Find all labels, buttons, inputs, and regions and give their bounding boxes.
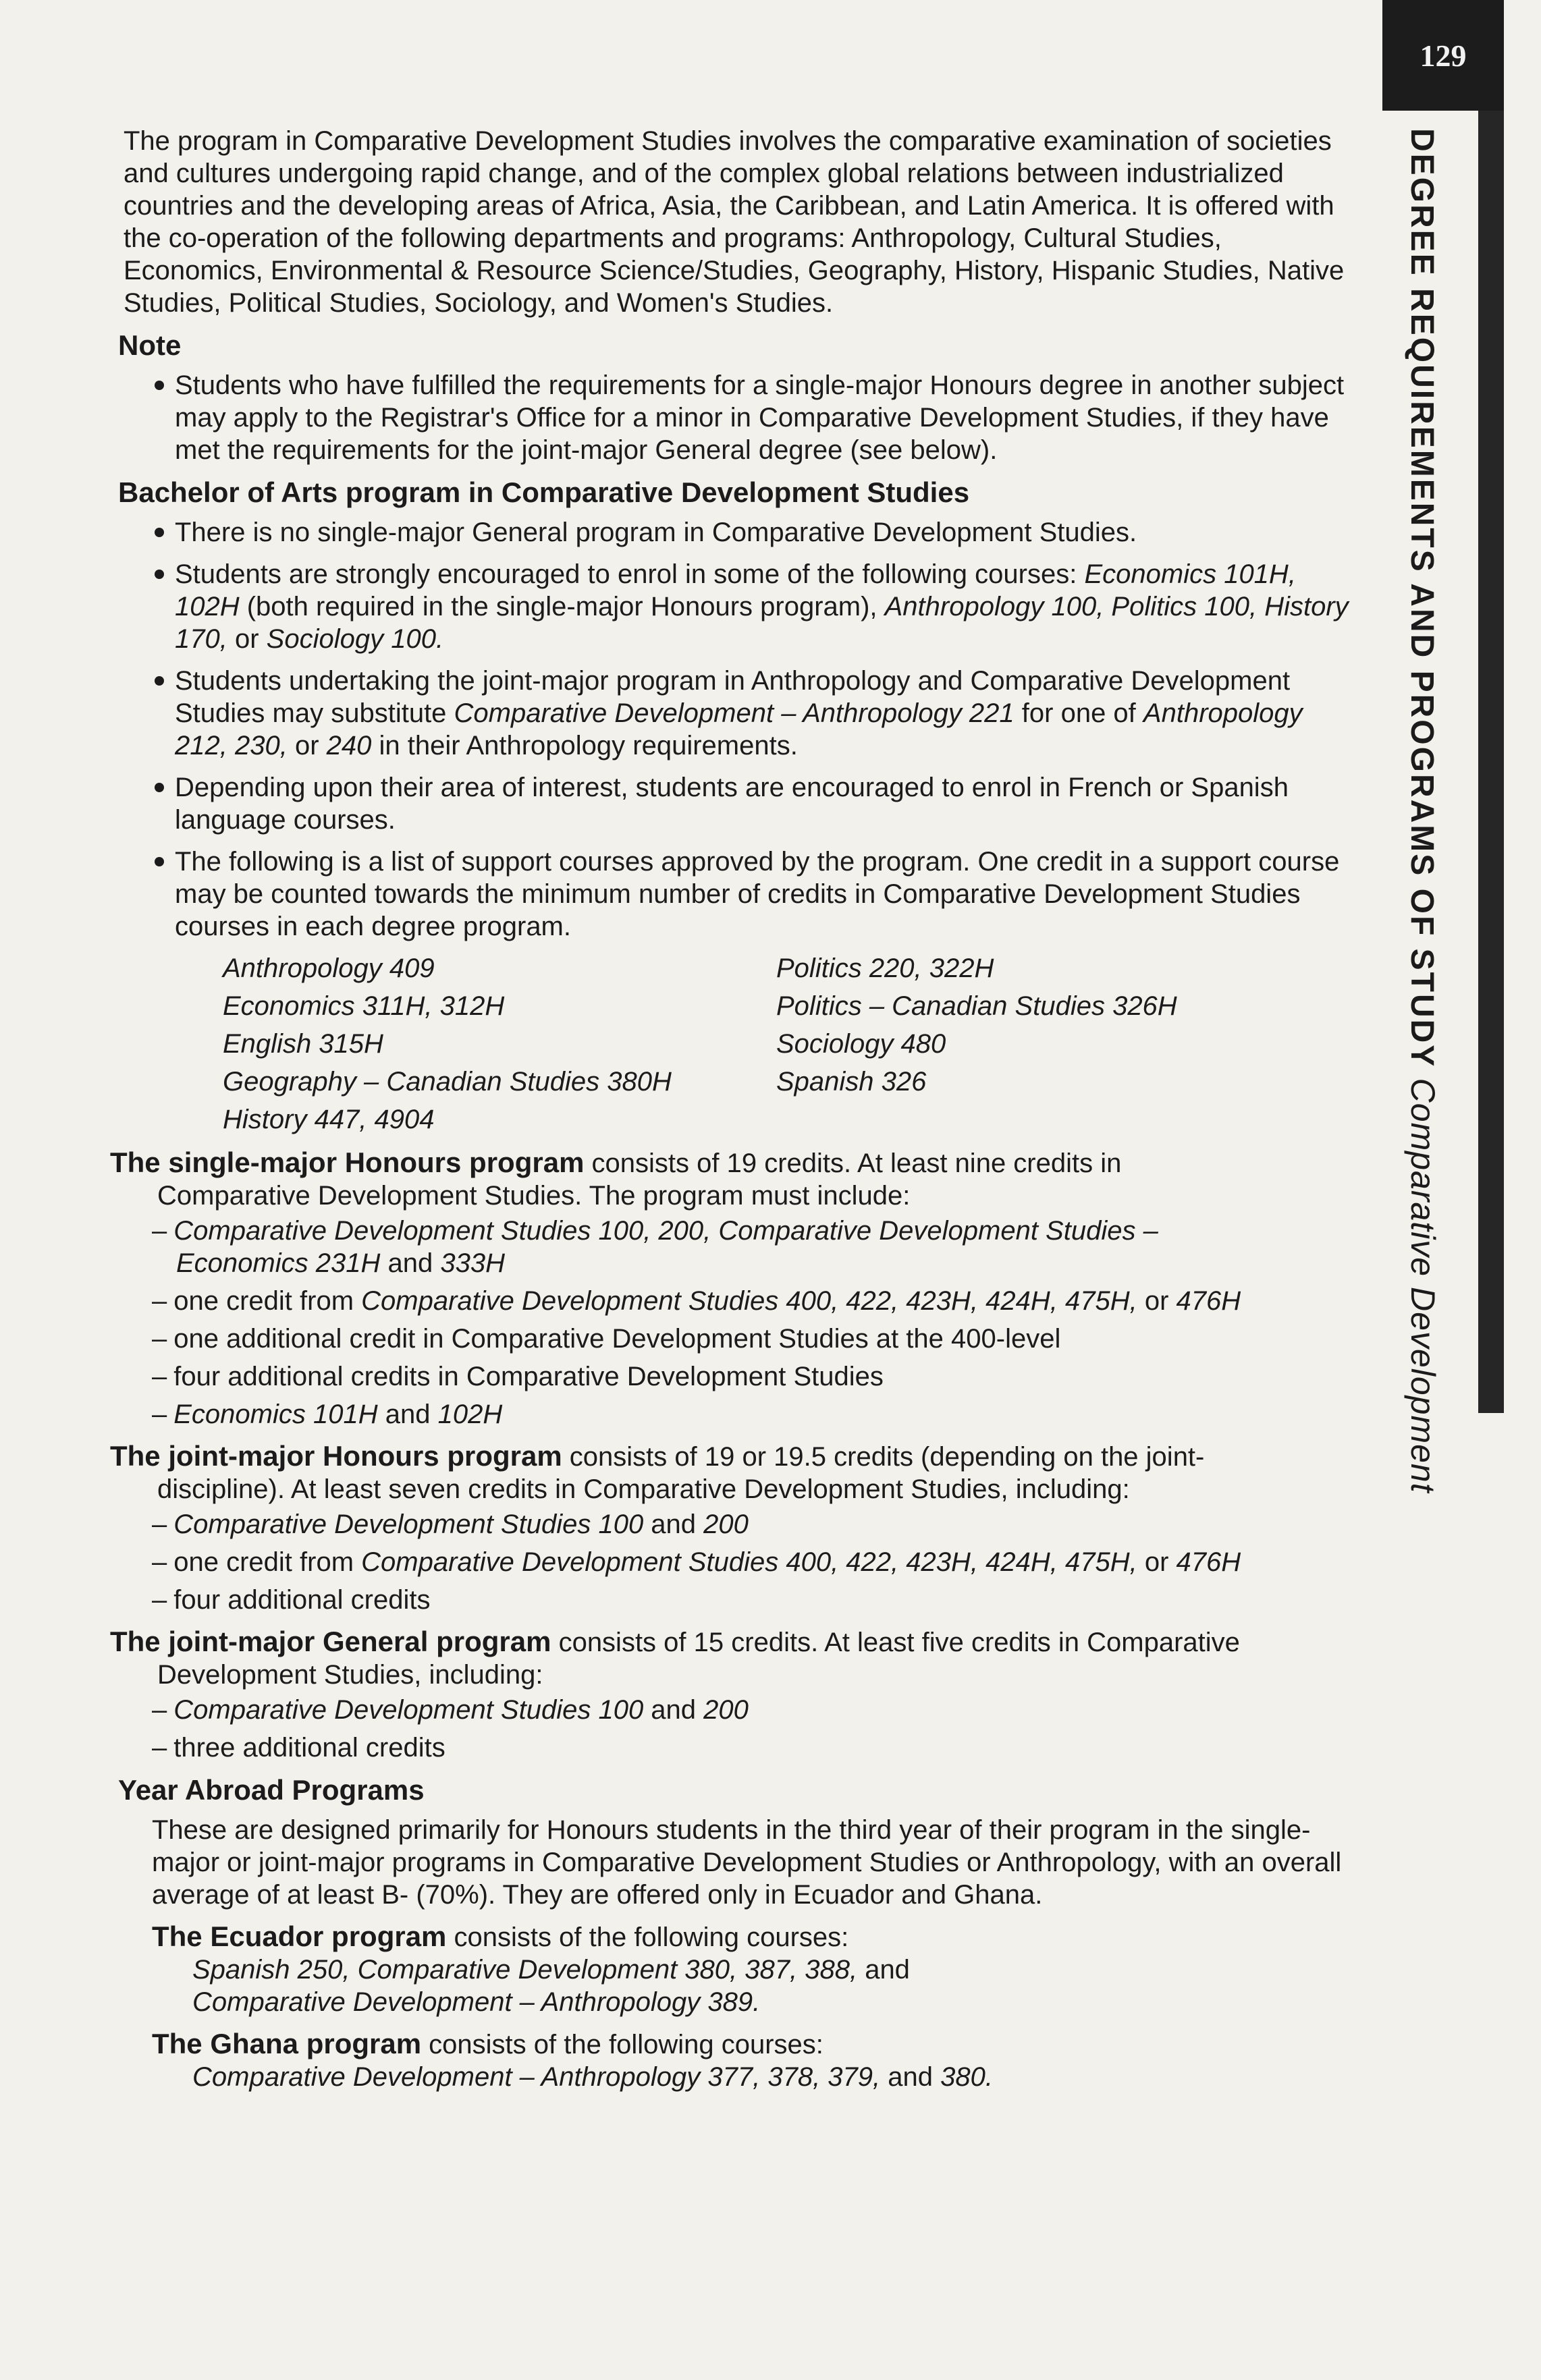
ghana-program: The Ghana program consists of the following courses: Comparative Development – Anthropology 377, 378, 379, and 380. xyxy=(152,2028,1360,2093)
year-abroad-heading: Year Abroad Programs xyxy=(118,1774,425,1806)
single-honours-requirements xyxy=(152,1215,1360,1431)
support-course: Economics 311H, 312H xyxy=(223,991,505,1021)
requirement-item: – Comparative Development Studies 100, 200, Comparative Development Studies – Economics 231H and 333H xyxy=(152,1216,1158,1278)
note-bullet: Students who have fulfilled the requirements for a single-major Honours degree in another subject may apply to the Registrar's Office for a minor in Comparative Development Studies, if they have met the requirements for the joint-major General degree (see below). xyxy=(152,369,1360,466)
ghana-lead: The Ghana program xyxy=(152,2028,422,2059)
side-running-header xyxy=(1384,128,1471,1512)
requirement-item: – one credit from Comparative Development Studies 400, 422, 423H, 424H, 475H, or 476H xyxy=(152,1547,1241,1577)
side-tab-bar xyxy=(1478,111,1504,1413)
support-course xyxy=(776,1103,1181,1136)
requirement-item: – Comparative Development Studies 100 and 200 xyxy=(152,1510,749,1539)
ecuador-lead: The Ecuador program xyxy=(152,1920,447,1952)
support-course: English 315H xyxy=(223,1029,383,1059)
note-list xyxy=(152,369,1360,466)
requirement-item: – three additional credits xyxy=(152,1733,445,1763)
ecuador-courses: Comparative Development – Anthropology 389. xyxy=(192,1987,761,2017)
support-course: Politics 220, 322H xyxy=(776,953,994,983)
side-header-title: DEGREE REQUIREMENTS AND PROGRAMS OF STUDY xyxy=(1404,128,1440,1069)
side-header-subtitle: Comparative Development xyxy=(1404,1078,1442,1493)
requirement-item: – one credit from Comparative Development Studies 400, 422, 423H, 424H, 475H, or 476H xyxy=(152,1286,1241,1316)
requirement-item: – Economics 101H and 102H xyxy=(152,1400,503,1429)
ba-bullet: There is no single-major General program in Comparative Development Studies. xyxy=(152,516,1360,549)
single-major-honours-section: The single-major Honours program consists of 19 credits. At least nine credits in Comparative Development Studies. The program must include: xyxy=(110,1146,1122,1211)
page-number: 129 xyxy=(1382,0,1504,111)
joint-major-honours-section: The joint-major Honours program consists of 19 or 19.5 credits (depending on the joint- discipline). At least seven credits in Comparative Development Studies, including: xyxy=(110,1440,1205,1504)
ecuador-program: The Ecuador program consists of the following courses: Spanish 250, Comparative Development 380, 387, 388, and Comparative Development – Anthropology 389. xyxy=(152,1920,1360,2018)
ba-heading: Bachelor of Arts program in Comparative Development Studies xyxy=(118,476,970,508)
support-course: Politics – Canadian Studies 326H xyxy=(776,991,1177,1021)
ba-bullet: The following is a list of support courses approved by the program. One credit in a support course may be counted towards the minimum number of credits in Comparative Development Studies courses in each degree program. xyxy=(152,846,1360,943)
note-heading: Note xyxy=(118,329,182,361)
joint-general-requirements xyxy=(152,1694,1360,1764)
intro-paragraph: The program in Comparative Development Studies involves the comparative examination of societies and cultures undergoing rapid change, and of the complex global relations between industrialized countries and the developing areas of Africa, Asia, the Caribbean, and Latin America. It is offered with the co-operation of the following departments and programs: Anthropology, Cultural Studies, Economics, Environmental & Resource Science/Studies, Geography, History, Hispanic Studies, Native Studies, Political Studies, Sociology, and Women's Studies. xyxy=(124,126,1345,318)
section-lead: The joint-major Honours program xyxy=(110,1440,562,1472)
requirement-item: – Comparative Development Studies 100 and 200 xyxy=(152,1695,749,1725)
year-abroad-paragraph: These are designed primarily for Honours students in the third year of their program in the single-major or joint-major programs in Comparative Development Studies or Anthropology, with an overall average of at least B- (70%). They are offered only in Ecuador and Ghana. xyxy=(152,1815,1342,1910)
ghana-courses: Comparative Development – Anthropology 377, 378, 379, and 380. xyxy=(192,2062,993,2092)
ba-bullet: Students are strongly encouraged to enrol in some of the following courses: Economics 101H, 102H (both required in the single-major Honours program), Anthropology 100, Politics 100, History 170, or Sociology 100. xyxy=(152,558,1360,655)
ba-bullet-list xyxy=(152,516,1360,943)
support-course: Spanish 326 xyxy=(776,1067,927,1097)
requirement-item: – four additional credits in Comparative Development Studies xyxy=(152,1362,884,1391)
support-course-list xyxy=(223,952,1360,1136)
section-lead: The single-major Honours program xyxy=(110,1146,585,1178)
section-lead: The joint-major General program xyxy=(110,1626,551,1657)
main-content xyxy=(105,125,1360,2093)
support-course: Sociology 480 xyxy=(776,1029,946,1059)
ba-bullet: Students undertaking the joint-major program in Anthropology and Comparative Development Studies may substitute Comparative Development – Anthropology 221 for one of Anthropology 212, 230, or 240 in their Anthropology requirements. xyxy=(152,665,1360,762)
ecuador-courses: Spanish 250, Comparative Development 380, 387, 388, and xyxy=(192,1955,910,1985)
requirement-item: – one additional credit in Comparative Development Studies at the 400-level xyxy=(152,1324,1061,1354)
joint-major-general-section: The joint-major General program consists of 15 credits. At least five credits in Comparative Development Studies, including: xyxy=(110,1626,1240,1690)
ba-bullet: Depending upon their area of interest, students are encouraged to enrol in French or Spanish language courses. xyxy=(152,771,1360,836)
support-course: History 447, 4904 xyxy=(223,1105,435,1134)
requirement-item: – four additional credits xyxy=(152,1585,431,1615)
joint-honours-requirements xyxy=(152,1508,1360,1616)
support-course: Anthropology 409 xyxy=(223,953,435,983)
support-course: Geography – Canadian Studies 380H xyxy=(223,1067,672,1097)
